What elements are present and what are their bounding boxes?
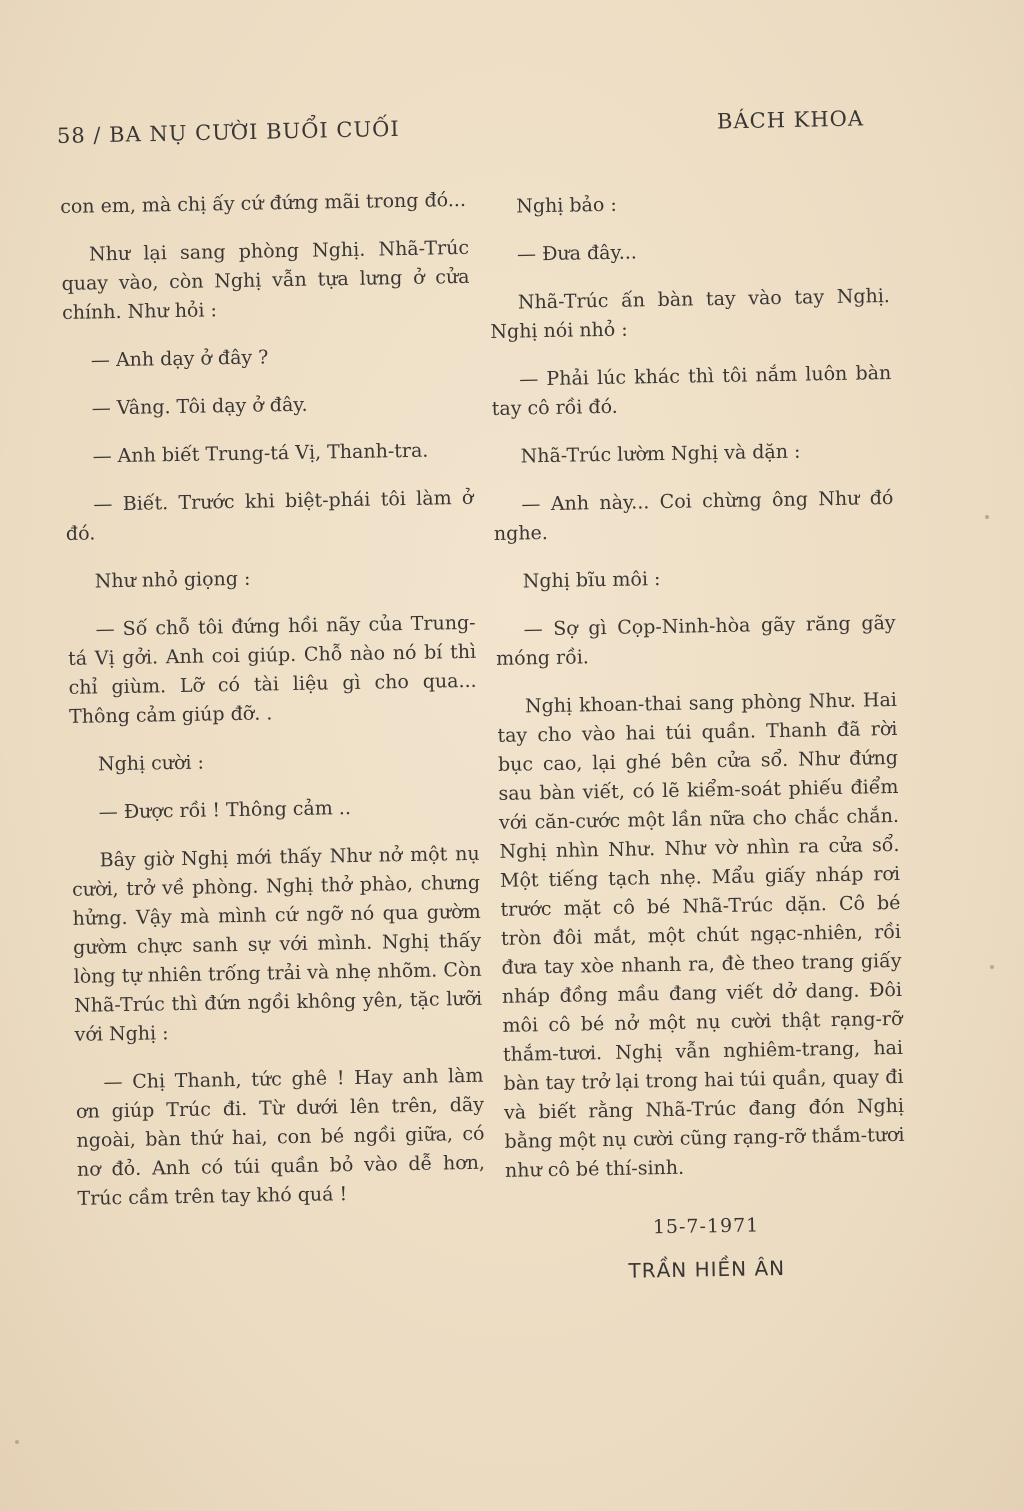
paragraph: — Vâng. Tôi dạy ở đây. [91, 393, 308, 420]
paper-speck [990, 965, 994, 969]
paper-speck [15, 1440, 19, 1444]
paragraph: Nghị bĩu môi : [522, 568, 661, 593]
paragraph: — Anh dạy ở đây ? [90, 346, 269, 372]
right-column [488, 186, 907, 1288]
paragraph: — Đưa đây... [516, 241, 638, 266]
paragraph: Như nhỏ giọng : [94, 567, 251, 593]
author-name: TRẦN HIỀN ÂN [628, 1255, 786, 1283]
left-column [60, 186, 486, 1233]
paragraph: — Số chỗ tôi đứng hồi nãy của Trung-tá Vị gởi. Anh coi giúp. Chỗ nào nó bí thì chỉ giùm. Lỡ có tài liệu gì cho qua... Thông cảm giúp đỡ. . [67, 611, 477, 728]
paragraph: Nghị bảo : [516, 193, 617, 218]
page-header-title: 58 / BA NỤ CƯỜI BUỔI CUỐI [56, 116, 400, 148]
paragraph: Bây giờ Nghị mới thấy Như nở một nụ cười, trở về phòng. Nghị thở phào, chưng hửng. Vậy mà mình cứ ngỡ nó qua gườm gườm chực sanh sự với mình. Nghị thấy lòng tự nhiên trống trải và nhẹ nhõm. Còn Nhã-Trúc thì đứn ngồi không yên, tặc lưỡi với Nghị : [71, 842, 483, 1046]
paragraph: — Biết. Trước khi biệt-phái tôi làm ở đó. [65, 486, 474, 545]
paper-speck [985, 515, 989, 519]
magazine-name: BÁCH KHOA [716, 106, 865, 134]
story-date: 15-7-1971 [652, 1214, 760, 1239]
paragraph: — Sợ gì Cọp-Ninh-hòa gãy răng gãy móng rồi. [495, 611, 896, 670]
paragraph: Nghị cười : [97, 751, 205, 776]
paragraph: Như lại sang phòng Nghị. Nhã-Trúc quay vào, còn Nghị vẫn tựa lưng ở cửa chính. Như hỏi : [61, 236, 470, 324]
paragraph: Nhã-Trúc lườm Nghị và dặn : [520, 440, 801, 468]
paragraph: — Anh này... Coi chừng ông Như đó nghe. [493, 486, 894, 545]
paragraph: Nghị khoan-thai sang phòng Như. Hai tay cho vào hai túi quần. Thanh đã rời bục cao, lại ghé bên cửa sổ. Như đứng sau bàn viết, có lẽ kiểm-soát phiếu điểm với căn-cước một lần nữa cho chắc chắn. Nghị nhìn Như. Như vờ nhìn ra cửa sổ. Một tiếng tạch nhẹ. Mẩu giấy nháp rơi trước mặt cô bé Nhã-Trúc dặn. Cô bé tròn đôi mắt, một chút ngạc-nhiên, rồi đưa tay xòe nhanh ra, đè theo trang giấy nháp đồng mầu đang viết dở dang. Đôi môi cô bé nở một nụ cười thật rạng-rỡ thắm-tươi. Nghị vẫn nghiêm-trang, hai bàn tay trở lại trong hai túi quần, quay đi và biết rằng Nhã-Trúc đang đón Nghị bằng một nụ cười cũng rạng-rỡ thắm-tươi như cô bé thí-sinh. [497, 688, 905, 1182]
paragraph: — Anh biết Trung-tá Vị, Thanh-tra. [92, 439, 429, 468]
paragraph: Nhã-Trúc ấn bàn tay vào tay Nghị. Nghị nói nhỏ : [490, 285, 891, 343]
paragraph: — Phải lúc khác thì tôi nắm luôn bàn tay cô rồi đó. [491, 361, 892, 420]
paragraph: — Chị Thanh, tức ghê ! Hay anh làm ơn giúp Trúc đi. Từ dưới lên trên, dãy ngoài, bàn thứ hai, con bé ngồi giữa, có nơ đỏ. Anh có túi quần bỏ vào dễ hơn, Trúc cầm trên tay khó quá ! [75, 1064, 486, 1210]
paragraph: — Được rồi ! Thông cảm .. [98, 797, 352, 824]
paragraph: con em, mà chị ấy cứ đứng mãi trong đó... [60, 188, 467, 218]
